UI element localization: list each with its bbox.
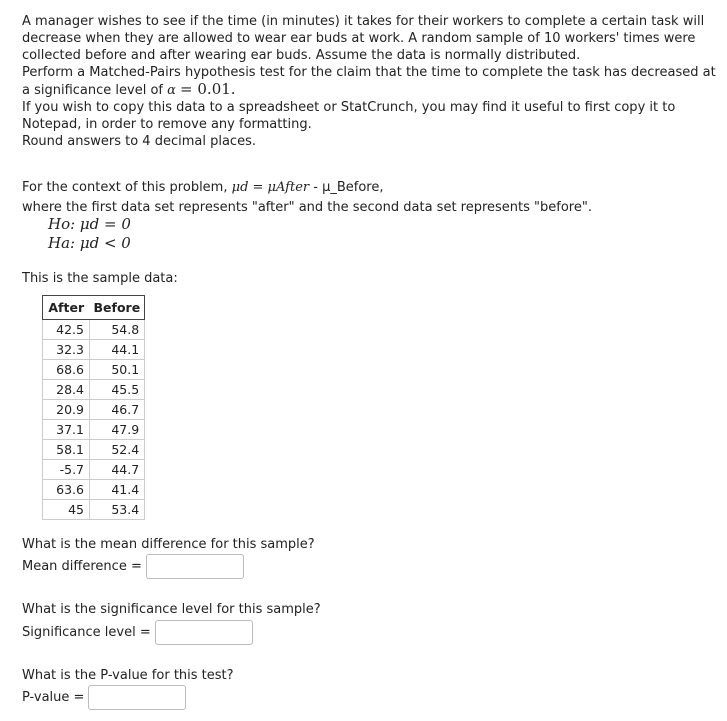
table-row — [43, 420, 145, 440]
before-value-cell: 50.1 — [90, 360, 145, 380]
mean-difference-field — [22, 554, 244, 579]
question-p-value: What is the P-value for this test? — [22, 668, 234, 683]
before-value-cell: 47.9 — [90, 420, 145, 440]
table-row — [43, 380, 145, 400]
intro-text-3: If you wish to copy this data to a spreadsheet or StatCrunch, you may find it useful to first copy it to Notepad, in order to remove any formatting. — [22, 100, 676, 132]
problem-context — [22, 178, 722, 218]
p-value-field — [22, 685, 186, 710]
after-value-cell: 28.4 — [43, 380, 90, 400]
after-value-cell: 42.5 — [43, 320, 90, 340]
before-value-cell: 46.7 — [90, 400, 145, 420]
mean-difference-label: Mean difference = — [22, 559, 142, 574]
table-row — [43, 460, 145, 480]
alpha-value: = 0.01. — [180, 80, 236, 98]
alternative-hypothesis: Ha: μd < 0 — [48, 234, 131, 252]
table-row — [43, 400, 145, 420]
p-value-input[interactable] — [88, 685, 186, 710]
table-row — [43, 320, 145, 340]
problem-intro — [22, 13, 722, 150]
before-value-cell: 44.7 — [90, 460, 145, 480]
before-value-cell: 54.8 — [90, 320, 145, 340]
before-value-cell: 41.4 — [90, 480, 145, 500]
context-prefix: For the context of this problem, — [22, 180, 228, 195]
after-value-cell: 45 — [43, 500, 90, 520]
significance-level-input[interactable] — [155, 620, 253, 645]
sample-data-label: This is the sample data: — [22, 271, 178, 286]
intro-text-2 — [22, 64, 722, 99]
table-row — [43, 360, 145, 380]
question-significance-level: What is the significance level for this sample? — [22, 602, 321, 617]
table-header-before: Before — [90, 296, 145, 320]
intro-text-1: A manager wishes to see if the time (in minutes) it takes for their workers to complete a certain task will decrease when they are allowed to wear ear buds at work. A random sample of 10 workers' times were collected before and after wearing ear buds. Assume the data is normally distributed. — [22, 14, 705, 63]
after-value-cell: 63.6 — [43, 480, 90, 500]
table-row — [43, 480, 145, 500]
p-value-label: P-value = — [22, 690, 85, 705]
after-value-cell: 32.3 — [43, 340, 90, 360]
after-value-cell: -5.7 — [43, 460, 90, 480]
before-value-cell: 44.1 — [90, 340, 145, 360]
alpha-symbol: α — [167, 83, 176, 98]
after-value-cell: 20.9 — [43, 400, 90, 420]
table-row — [43, 500, 145, 520]
before-value-cell: 52.4 — [90, 440, 145, 460]
question-mean-difference: What is the mean difference for this sample? — [22, 537, 315, 552]
context-rest: - μ_Before, — [313, 180, 384, 195]
null-hypothesis: Ho: μd = 0 — [48, 215, 131, 233]
mean-difference-input[interactable] — [146, 554, 244, 579]
before-value-cell: 45.5 — [90, 380, 145, 400]
sample-data-table — [42, 295, 145, 520]
table-row — [43, 340, 145, 360]
after-value-cell: 68.6 — [43, 360, 90, 380]
context-line-2: where the first data set represents "after" and the second data set represents "before". — [22, 200, 592, 215]
after-value-cell: 58.1 — [43, 440, 90, 460]
significance-level-label: Significance level = — [22, 625, 151, 640]
mu-d-definition: μd = μAfter — [231, 180, 310, 195]
intro-text-4: Round answers to 4 decimal places. — [22, 134, 256, 149]
after-value-cell: 37.1 — [43, 420, 90, 440]
before-value-cell: 53.4 — [90, 500, 145, 520]
context-line-1 — [22, 178, 722, 198]
table-header-after: After — [43, 296, 90, 320]
intro-text-2a: Perform a Matched-Pairs hypothesis test for the claim that the time to complete the task has decreased at a significance level of — [22, 65, 716, 98]
hypotheses — [48, 215, 131, 253]
significance-level-field — [22, 620, 253, 645]
table-row — [43, 440, 145, 460]
